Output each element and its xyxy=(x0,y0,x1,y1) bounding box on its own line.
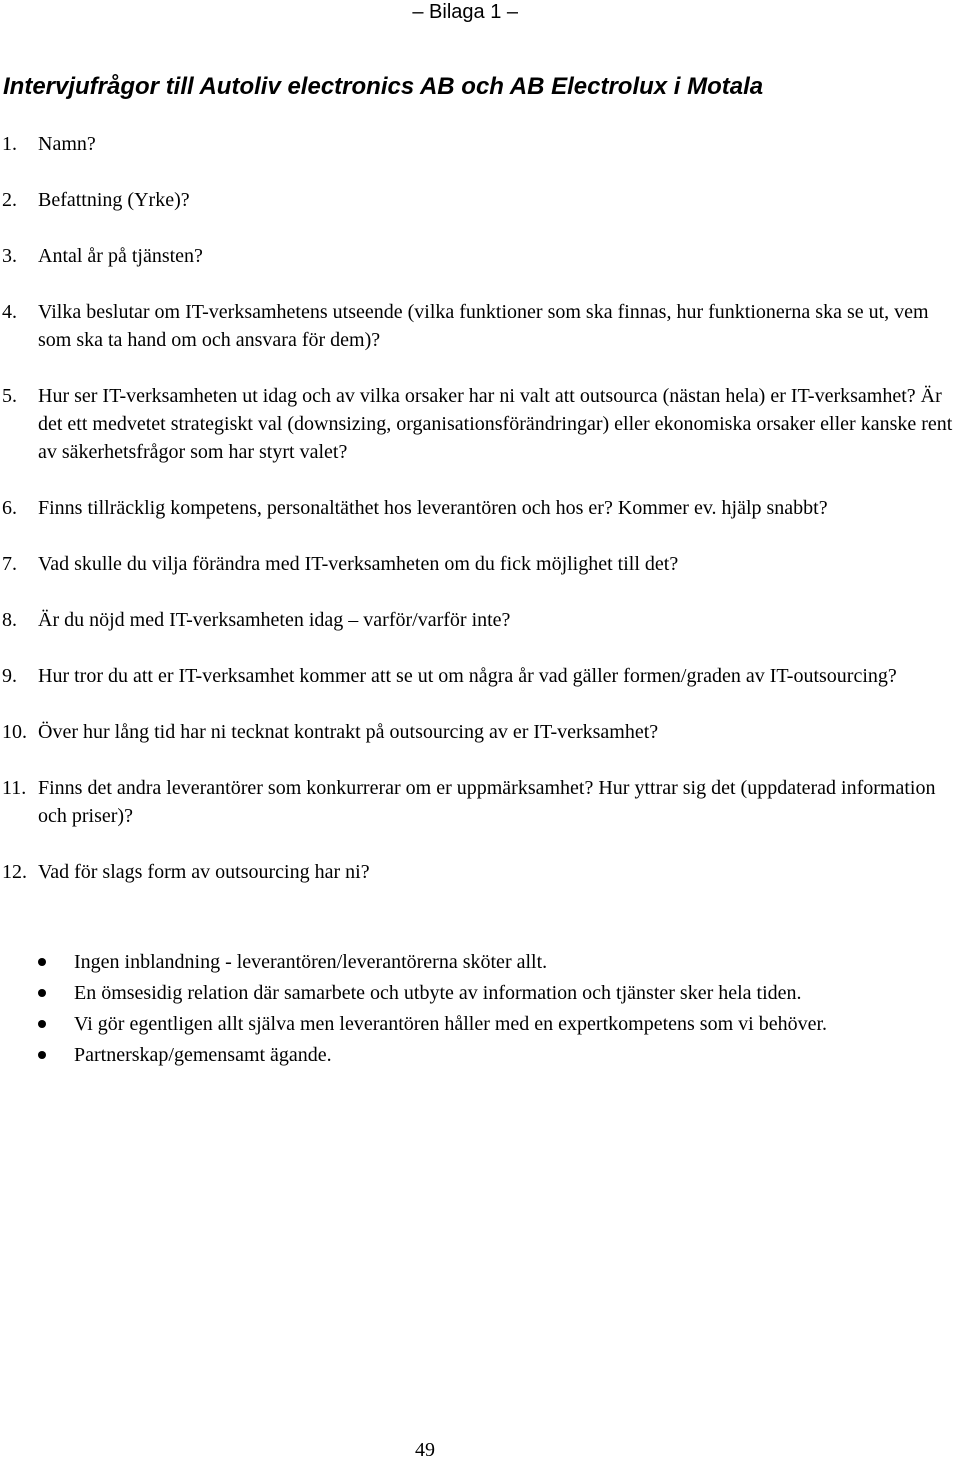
question-number: 10. xyxy=(2,721,27,743)
question-number: 3. xyxy=(2,245,17,267)
option-text: Ingen inblandning - leverantören/leverantörerna sköter allt. xyxy=(74,951,548,973)
question-text: Hur ser IT-verksamheten ut idag och av vilka orsaker har ni valt att outsourca (nästan hela) er IT-verksamhet? Är det ett medvetet strategiskt val (downsizing, organisationsförändringar) eller ekonomiska orsaker eller kanske rent av säkerhetsfrågor som har styrt valet? xyxy=(38,385,953,463)
document-title: Intervjufrågor till Autoliv electronics AB och AB Electrolux i Motala xyxy=(3,73,764,100)
question-item xyxy=(0,298,960,354)
question-number: 7. xyxy=(2,553,17,575)
option-item xyxy=(0,1041,960,1069)
page-number: 49 xyxy=(415,1439,435,1461)
option-item xyxy=(0,1010,960,1038)
question-number: 11. xyxy=(2,777,27,799)
question-number: 2. xyxy=(2,189,17,211)
question-number: 5. xyxy=(2,385,17,407)
bullet-icon xyxy=(38,1051,46,1059)
question-item xyxy=(0,718,960,746)
question-number: 9. xyxy=(2,665,17,687)
appendix-label: – Bilaga 1 – xyxy=(412,1,518,23)
question-number: 12. xyxy=(2,861,27,883)
question-text: Vad skulle du vilja förändra med IT-verksamheten om du fick möjlighet till det? xyxy=(38,553,679,575)
question-number: 4. xyxy=(2,301,17,323)
question-list xyxy=(0,130,960,914)
bullet-icon xyxy=(38,958,46,966)
question-item xyxy=(0,774,960,830)
question-item xyxy=(0,550,960,578)
question-item xyxy=(0,186,960,214)
question-text: Antal år på tjänsten? xyxy=(38,245,203,267)
question-item xyxy=(0,858,960,886)
question-text: Vad för slags form av outsourcing har ni? xyxy=(38,861,370,883)
question-text: Vilka beslutar om IT-verksamhetens utseende (vilka funktioner som ska finnas, hur funktionerna ska se ut, vem som ska ta hand om och ansvara för dem)? xyxy=(38,301,929,351)
question-item xyxy=(0,606,960,634)
question-text: Namn? xyxy=(38,133,96,155)
bullet-icon xyxy=(38,989,46,997)
bullet-icon xyxy=(38,1020,46,1028)
question-text: Hur tror du att er IT-verksamhet kommer att se ut om några år vad gäller formen/graden av IT-outsourcing? xyxy=(38,665,897,687)
question-text: Befattning (Yrke)? xyxy=(38,189,190,211)
question-text: Finns det andra leverantörer som konkurrerar om er uppmärksamhet? Hur yttrar sig det (uppdaterad information och priser)? xyxy=(38,777,936,827)
question-text: Finns tillräcklig kompetens, personaltäthet hos leverantören och hos er? Kommer ev. hjälp snabbt? xyxy=(38,497,828,519)
option-text: Partnerskap/gemensamt ägande. xyxy=(74,1044,332,1066)
option-item xyxy=(0,979,960,1007)
question-number: 1. xyxy=(2,133,17,155)
question-number: 6. xyxy=(2,497,17,519)
option-item xyxy=(0,948,960,976)
question-text: Över hur lång tid har ni tecknat kontrakt på outsourcing av er IT-verksamhet? xyxy=(38,721,659,743)
outsourcing-option-list xyxy=(0,948,960,1072)
question-item xyxy=(0,494,960,522)
question-item xyxy=(0,382,960,466)
question-text: Är du nöjd med IT-verksamheten idag – varför/varför inte? xyxy=(38,609,511,631)
question-item xyxy=(0,242,960,270)
question-item xyxy=(0,130,960,158)
option-text: En ömsesidig relation där samarbete och utbyte av information och tjänster sker hela tiden. xyxy=(74,982,802,1004)
question-item xyxy=(0,662,960,690)
option-text: Vi gör egentligen allt själva men leverantören håller med en expertkompetens som vi behöver. xyxy=(74,1013,827,1035)
question-number: 8. xyxy=(2,609,17,631)
